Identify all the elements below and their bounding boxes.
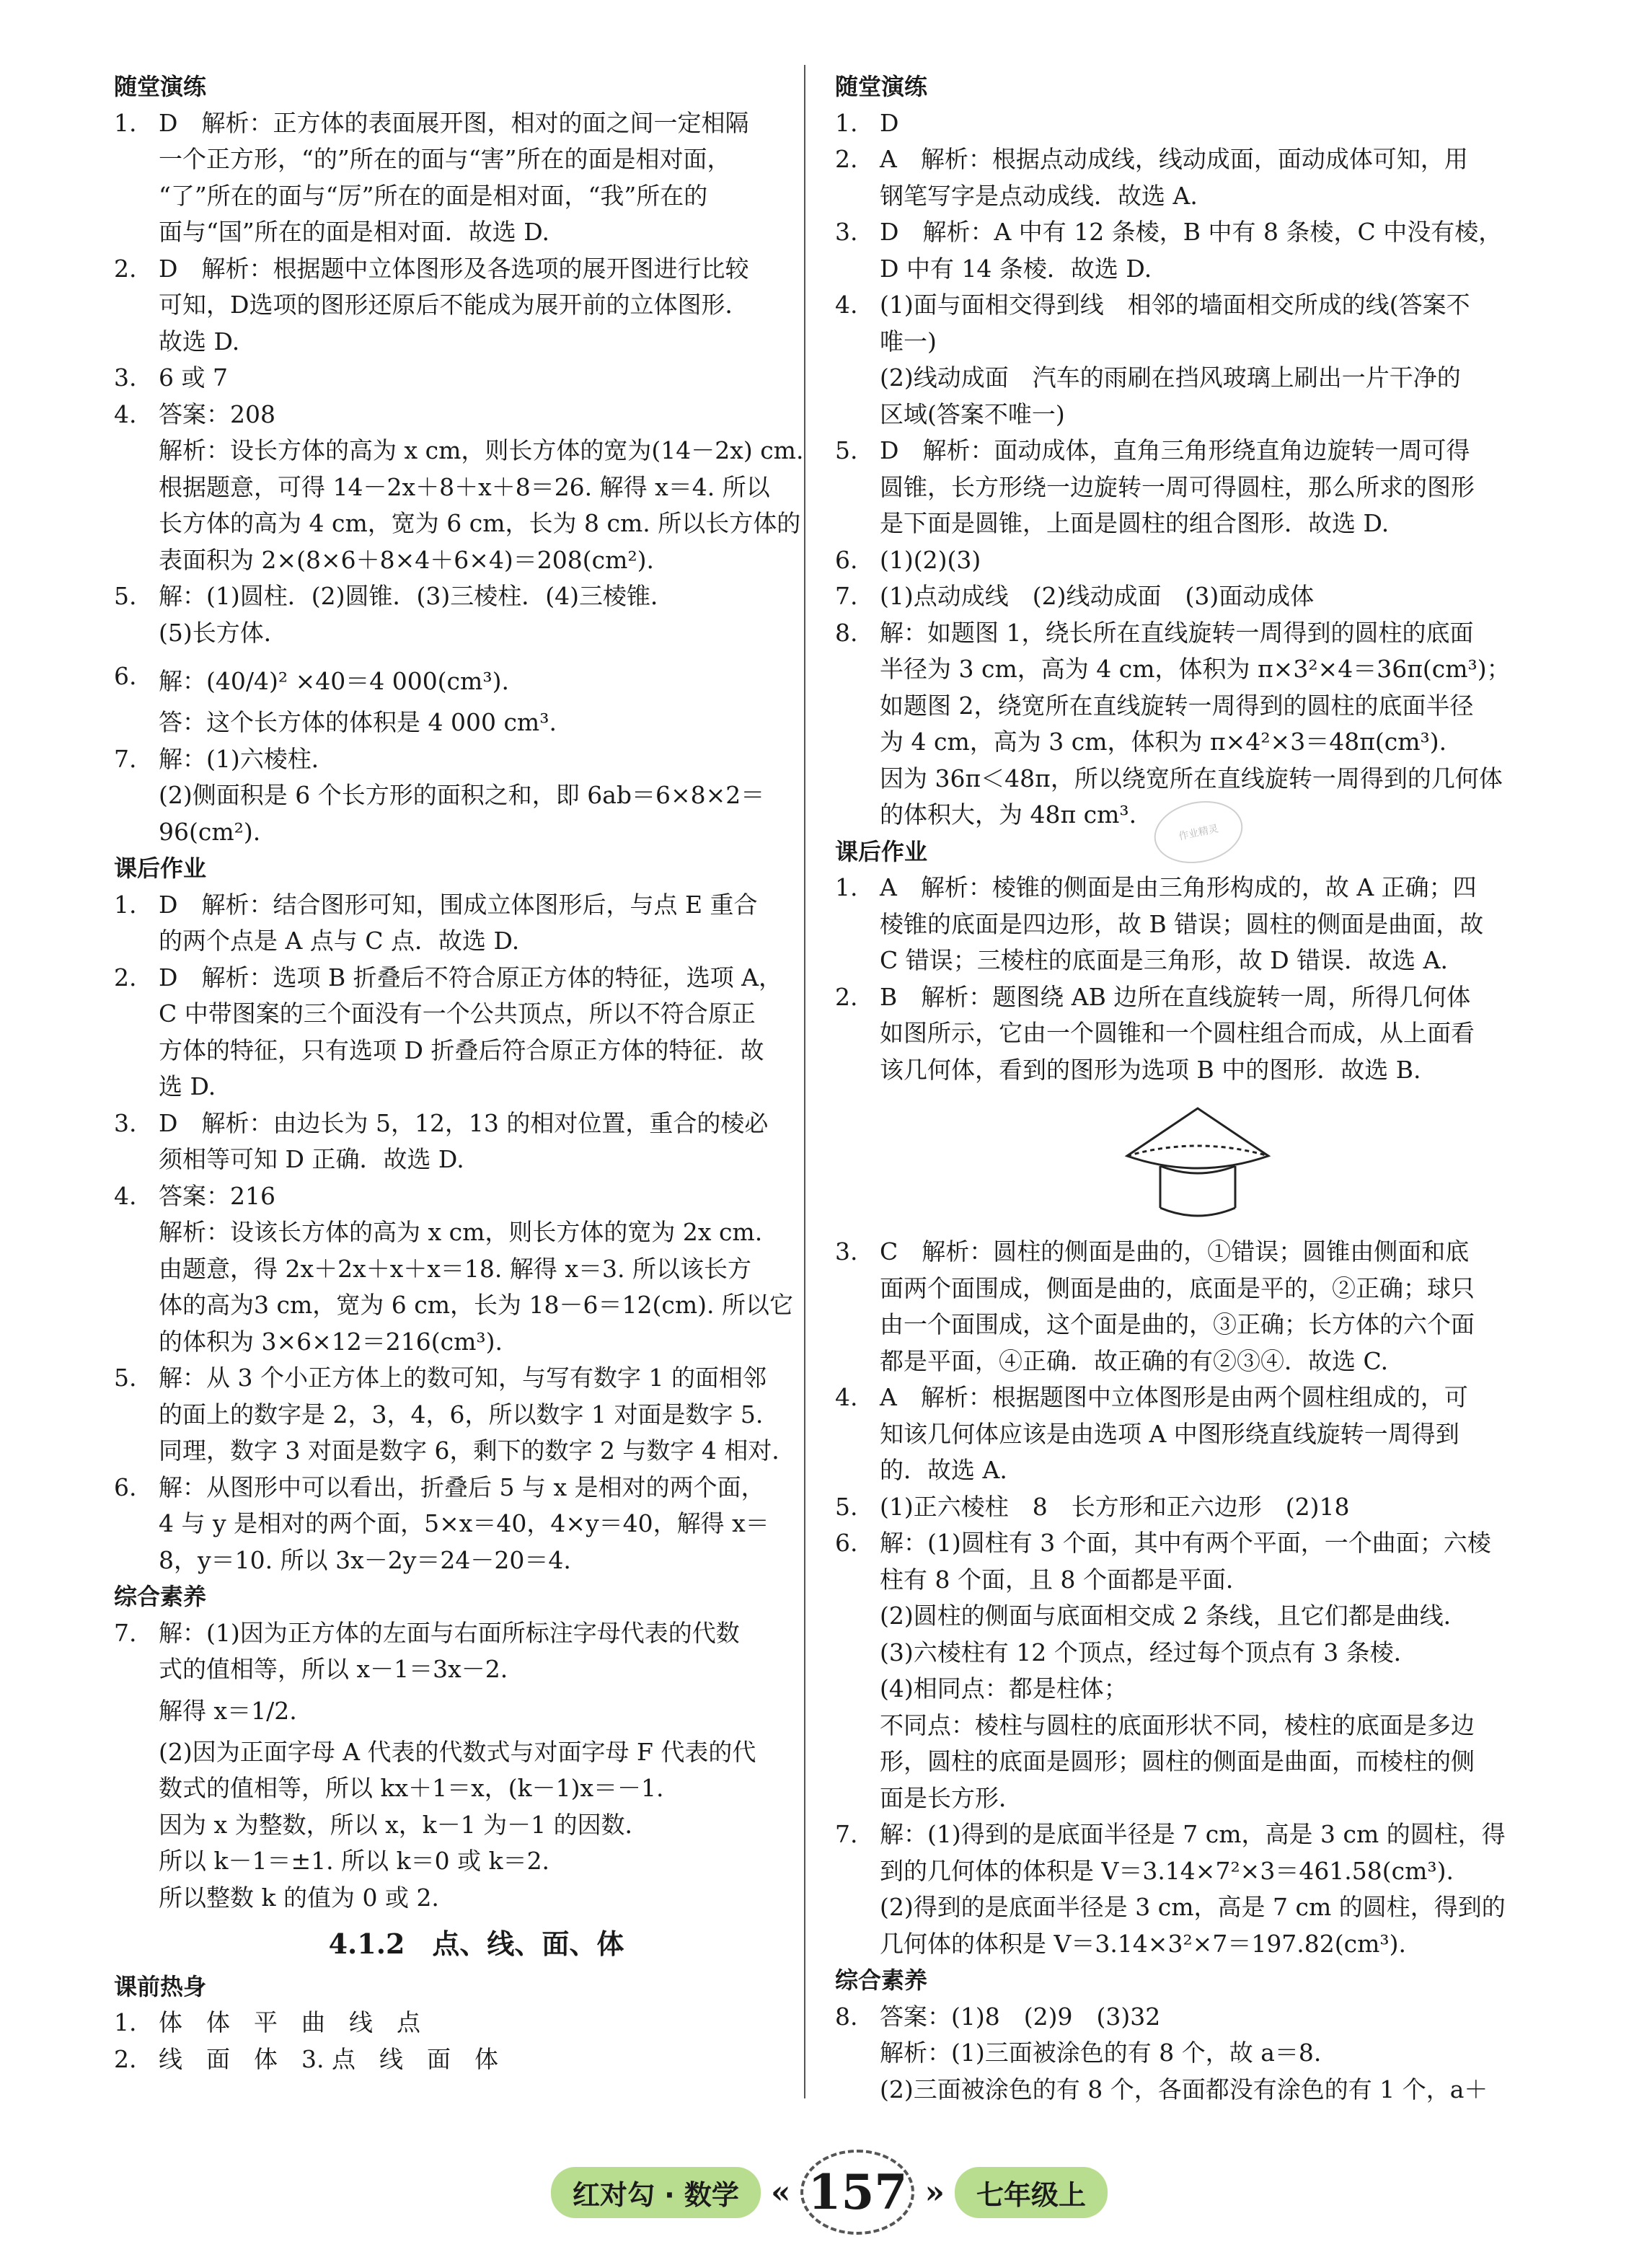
answer-line: 可知，D选项的图形还原后不能成为展开前的立体图形．	[159, 291, 749, 319]
answer-line: 须相等可知 D 正确．故选 D.	[159, 1145, 464, 1173]
answer-line: 表面积为 2×(8×6＋8×4＋6×4)＝208(cm²).	[159, 545, 655, 574]
item-number: 2.	[114, 963, 137, 992]
answer-line: 为 4 cm，高为 3 cm，体积为 π×4²×3＝48π(cm³).	[880, 728, 1447, 756]
answer-item	[114, 1178, 839, 1361]
answer-item	[835, 105, 1560, 142]
answer-item	[835, 1525, 1560, 1816]
item-number: 5.	[835, 1492, 858, 1521]
answer-item	[835, 615, 1560, 834]
answer-item	[114, 251, 839, 361]
section-heading: 随堂演练	[835, 73, 928, 100]
cone-on-cylinder-icon	[1118, 1100, 1277, 1229]
answer-line: 解析：(1)三面被涂色的有 8 个，故 a＝8.	[880, 2039, 1322, 2067]
answer-line: 如图所示，它由一个圆锥和一个圆柱组合而成，从上面看	[880, 1019, 1475, 1047]
answer-line: 钢笔写字是点动成线．故选 A.	[880, 181, 1198, 210]
item-number: 8.	[835, 618, 858, 647]
answer-line: (5)长方体．	[159, 618, 288, 647]
answer-line: 解：(1)得到的是底面半径是 7 cm，高是 3 cm 的圆柱，得	[880, 1820, 1506, 1848]
answer-line: 8，y＝10. 所以 3x－2y＝24－20＝4.	[159, 1545, 571, 1574]
book-brand: 红对勾 · 数学	[551, 2167, 761, 2218]
answer-line: C 中带图案的三个面没有一个公共顶点，所以不符合原正	[159, 999, 756, 1028]
item-number: 5.	[835, 436, 858, 464]
item-number: 3.	[114, 1108, 137, 1137]
answer-line: 解：(1)圆柱．(2)圆锥．(3)三棱柱．(4)三棱锥．	[159, 582, 674, 610]
section-heading: 课后作业	[835, 837, 928, 865]
answer-item	[114, 1360, 839, 1470]
item-number: 4.	[835, 1383, 858, 1411]
item-number: 2.	[114, 2044, 137, 2073]
answer-line: 唯一)	[880, 327, 937, 356]
answer-line: D 解析：根据题中立体图形及各选项的展开图进行比较	[159, 254, 749, 283]
section-heading: 综合素养	[835, 1966, 928, 1994]
answer-item	[114, 887, 839, 960]
item-number: 6.	[835, 1529, 858, 1557]
answer-item	[114, 578, 839, 651]
answer-line: B 解析：题图绕 AB 边所在直线旋转一周，所得几何体	[880, 982, 1471, 1011]
answer-line: 96(cm²).	[159, 817, 261, 846]
answer-line: 解析：设长方体的高为 x cm，则长方体的宽为(14－2x) cm.	[159, 436, 804, 464]
answer-line: 该几何体，看到的图形为选项 B 中的图形．故选 B.	[880, 1055, 1421, 1084]
answer-line: 解：(1)因为正方体的左面与右面所标注字母代表的代数	[159, 1618, 740, 1647]
answer-line: 长方体的高为 4 cm，宽为 6 cm，长为 8 cm. 所以长方体的	[159, 509, 801, 537]
answer-line: 方体的特征，只有选项 D 折叠后符合原正方体的特征．故	[159, 1036, 764, 1064]
answer-item	[114, 2005, 839, 2041]
answer-line: A 解析：根据点动成线，线动成面，面动成体可知，用	[880, 145, 1468, 173]
answer-line: D	[880, 108, 899, 137]
answer-line: 同理，数字 3 对面是数字 6，剩下的数字 2 与数字 4 相对．	[159, 1436, 796, 1465]
item-number: 6.	[114, 662, 137, 690]
answer-line: 答案：216	[159, 1181, 275, 1210]
answer-item	[114, 360, 839, 397]
answer-item	[835, 542, 1560, 579]
answer-line: (1)(2)(3)	[880, 545, 981, 574]
answer-line: D 解析：选项 B 折叠后不符合原正方体的特征，选项 A，	[159, 963, 783, 992]
answer-line: 数式的值相等，所以 kx＋1＝x，(k－1)x＝－1.	[159, 1774, 664, 1802]
answer-line: 的体积为 3×6×12＝216(cm³).	[159, 1327, 503, 1356]
answer-line: 棱锥的底面是四边形，故 B 错误；圆柱的侧面是曲面，故	[880, 909, 1484, 938]
watermark-stamp: 作业精灵	[1149, 793, 1249, 871]
answer-line: 到的几何体的体积是 V＝3.14×7²×3＝461.58(cm³).	[880, 1856, 1454, 1885]
item-number: 5.	[114, 1364, 137, 1392]
answer-line: C 错误；三棱柱的底面是三角形，故 D 错误．故选 A.	[880, 946, 1448, 974]
answer-line: 因为 36π＜48π，所以绕宽所在直线旋转一周得到的几何体	[880, 764, 1503, 792]
answer-line: D 解析：正方体的表面展开图，相对的面之间一定相隔	[159, 108, 749, 137]
answer-line: 体 体 平 曲 线 点	[159, 2008, 420, 2036]
answer-line: (2)因为正面字母 A 代表的代数式与对面字母 F 代表的代	[159, 1737, 756, 1766]
answer-line: 体的高为3 cm，宽为 6 cm，长为 18－6＝12(cm). 所以它	[159, 1291, 793, 1319]
answer-line: 区域(答案不唯一)	[880, 399, 1065, 428]
answer-line: 半径为 3 cm，高为 4 cm，体积为 π×3²×4＝36π(cm³)；	[880, 655, 1511, 683]
answer-item	[835, 1816, 1560, 1962]
answer-item	[835, 433, 1560, 542]
item-number: 1.	[835, 108, 858, 137]
answer-line: 是下面是圆锥，上面是圆柱的组合图形．故选 D.	[880, 509, 1390, 537]
item-number: 8.	[835, 2002, 858, 2031]
answer-line: 的．故选 A.	[880, 1456, 1007, 1484]
answer-line: 一个正方形，“的”所在的面与“害”所在的面是相对面，	[159, 145, 731, 173]
answer-line: 选 D.	[159, 1072, 216, 1100]
section-heading: 随堂演练	[114, 73, 207, 100]
answer-item	[114, 105, 839, 251]
answer-line: 知该几何体应该是由选项 A 中图形绕直线旋转一周得到	[880, 1419, 1459, 1448]
item-number: 3.	[114, 363, 137, 392]
answer-line: (2)圆柱的侧面与底面相交成 2 条线，且它们都是曲线．	[880, 1602, 1467, 1630]
answer-line: 柱有 8 个面，且 8 个面都是平面．	[880, 1565, 1250, 1594]
answer-line: D 解析：由边长为 5，12，13 的相对位置，重合的棱必	[159, 1108, 769, 1137]
item-number: 1.	[114, 108, 137, 137]
answer-item	[835, 214, 1560, 287]
answer-line: 所以 k－1＝±1. 所以 k＝0 或 k＝2.	[159, 1847, 550, 1875]
item-number: 4.	[835, 291, 858, 319]
answer-line: 解：(1)圆柱有 3 个面，其中有两个平面，一个曲面；六棱	[880, 1529, 1491, 1557]
answer-item	[114, 658, 839, 741]
answer-item	[835, 870, 1560, 979]
answer-line: 6 或 7	[159, 363, 228, 392]
answer-line: 线 面 体 3. 点 线 面 体	[159, 2044, 498, 2073]
item-number: 1.	[835, 873, 858, 901]
answer-line: (2)得到的是底面半径是 3 cm，高是 7 cm 的圆柱，得到的	[880, 1893, 1506, 1921]
answer-line: 答案：208	[159, 399, 275, 428]
answer-line: 因为 x 为整数，所以 x，k－1 为－1 的因数．	[159, 1810, 649, 1839]
item-number: 7.	[835, 1820, 858, 1848]
answer-item	[114, 960, 839, 1105]
answer-line: 面是长方形．	[880, 1783, 1022, 1812]
answer-line: A 解析：根据题图中立体图形是由两个圆柱组成的，可	[880, 1383, 1468, 1411]
answer-line: 的体积大，为 48π cm³.	[880, 800, 1137, 829]
answer-line: D 中有 14 条棱．故选 D.	[880, 254, 1152, 283]
answer-item	[835, 287, 1560, 433]
answer-line: 如题图 2，绕宽所在直线旋转一周得到的圆柱的底面半径	[880, 691, 1474, 720]
grade-label: 七年级上	[955, 2167, 1108, 2218]
answer-item	[114, 1105, 839, 1178]
item-number: 2.	[835, 982, 858, 1011]
answer-item	[114, 741, 839, 851]
answer-line: D 解析：A 中有 12 条棱，B 中有 8 条棱，C 中没有棱，	[880, 218, 1503, 246]
answer-line: 根据题意，可得 14－2x＋8＋x＋8＝26. 解得 x＝4. 所以	[159, 472, 770, 501]
answer-line: 解析：设该长方体的高为 x cm，则长方体的宽为 2x cm.	[159, 1218, 763, 1246]
answer-line: 几何体的体积是 V＝3.14×3²×7＝197.82(cm³).	[880, 1929, 1407, 1958]
answer-line: 形，圆柱的底面是圆形；圆柱的侧面是曲面，而棱柱的侧	[880, 1747, 1475, 1775]
section-heading: 课后作业	[114, 855, 207, 882]
answer-item	[114, 397, 839, 579]
answer-item	[835, 1999, 1560, 2109]
answer-line: 解：(40/4)² ×40＝4 000(cm³).	[159, 667, 509, 695]
answer-line: (3)六棱柱有 12 个顶点，经过每个顶点有 3 条棱．	[880, 1638, 1418, 1666]
answer-line: 的面上的数字是 2，3，4，6，所以数字 1 对面是数字 5.	[159, 1400, 764, 1429]
answer-line: D 解析：结合图形可知，围成立体图形后，与点 E 重合	[159, 890, 758, 919]
answer-item	[835, 141, 1560, 214]
answer-line: 都是平面，④正确．故正确的有②③④．故选 C.	[880, 1346, 1389, 1375]
answer-item	[835, 578, 1560, 615]
item-number: 7.	[114, 744, 137, 773]
answer-item	[835, 1489, 1560, 1526]
answer-line: 圆锥，长方形绕一边旋转一周可得圆柱，那么所求的图形	[880, 472, 1475, 501]
item-number: 2.	[114, 254, 137, 283]
answer-line: 解得 x＝1/2.	[159, 1696, 297, 1725]
answer-line: 面与“国”所在的面是相对面．故选 D.	[159, 218, 550, 246]
answer-line: 由题意，得 2x＋2x＋x＋x＝18. 解得 x＝3. 所以该长方	[159, 1254, 751, 1283]
answer-line: “了”所在的面与“厉”所在的面是相对面，“我”所在的	[159, 181, 708, 210]
item-number: 3.	[835, 1237, 858, 1266]
answer-line: (2)线动成面 汽车的雨刷在挡风玻璃上刷出一片干净的	[880, 363, 1461, 392]
answer-line: 答案：(1)8 (2)9 (3)32	[880, 2002, 1161, 2031]
answer-line: 解：(1)六棱柱．	[159, 744, 335, 773]
answer-line: 解：从图形中可以看出，折叠后 5 与 x 是相对的两个面，	[159, 1473, 765, 1501]
item-number: 7.	[114, 1618, 137, 1647]
item-number: 4.	[114, 399, 137, 428]
item-number: 1.	[114, 2008, 137, 2036]
item-number: 2.	[835, 145, 858, 173]
section-heading: 综合素养	[114, 1583, 207, 1610]
answer-line: 不同点：棱柱与圆柱的底面形状不同，棱柱的底面是多边	[880, 1710, 1475, 1739]
answer-line: 4 与 y 是相对的两个面，5×x＝40，4×y＝40，解得 x＝	[159, 1509, 769, 1537]
item-number: 1.	[114, 890, 137, 919]
section-heading: 课前热身	[114, 1972, 207, 2000]
item-number: 4.	[114, 1181, 137, 1210]
answer-line: 所以整数 k 的值为 0 或 2.	[159, 1883, 439, 1912]
answer-line: 面两个面围成，侧面是曲的，底面是平的，②正确；球只	[880, 1273, 1475, 1302]
answer-line: 由一个面围成，这个面是曲的，③正确；长方体的六个面	[880, 1310, 1475, 1338]
answer-item	[114, 2041, 839, 2078]
answer-line: (1)面与面相交得到线 相邻的墙面相交所成的线(答案不	[880, 291, 1470, 319]
item-number: 6.	[835, 545, 858, 574]
item-number: 6.	[114, 1473, 137, 1501]
answer-item	[835, 1379, 1560, 1489]
answer-line: C 解析：圆柱的侧面是曲的，①错误；圆锥由侧面和底	[880, 1237, 1470, 1266]
left-column	[114, 69, 839, 2078]
answer-line: (2)三面被涂色的有 8 个，各面都没有涂色的有 1 个，a＋	[880, 2075, 1488, 2103]
chevron-left-icon: «	[770, 2173, 791, 2211]
page-footer	[490, 2149, 1168, 2235]
answer-item	[835, 979, 1560, 1089]
answer-line: (4)相同点：都是柱体；	[880, 1674, 1128, 1703]
item-number: 5.	[114, 582, 137, 610]
answer-line: 式的值相等，所以 x－1＝3x－2.	[159, 1655, 508, 1683]
item-number: 7.	[835, 582, 858, 610]
cone-cylinder-figure	[835, 1100, 1560, 1229]
page-number: 157	[800, 2150, 914, 2235]
answer-line: 答：这个长方体的体积是 4 000 cm³.	[159, 708, 557, 736]
answer-line: 的两个点是 A 点与 C 点．故选 D.	[159, 927, 520, 955]
answer-item	[114, 1615, 839, 1917]
lesson-title: 4.1.2 点、线、面、体	[328, 1928, 624, 1960]
answer-item	[114, 1470, 839, 1579]
answer-item	[835, 1234, 1560, 1379]
answer-line: (1)点动成线 (2)线动成面 (3)面动成体	[880, 582, 1315, 610]
answer-line: 解：从 3 个小正方体上的数可知，与写有数字 1 的面相邻	[159, 1364, 767, 1392]
item-number: 3.	[835, 218, 858, 246]
answer-line: 故选 D.	[159, 327, 240, 356]
answer-line: (2)侧面积是 6 个长方形的面积之和，即 6ab＝6×8×2＝	[159, 781, 765, 809]
answer-line: 解：如题图 1，绕长所在直线旋转一周得到的圆柱的底面	[880, 618, 1474, 647]
answer-line: (1)正六棱柱 8 长方形和正六边形 (2)18	[880, 1492, 1350, 1521]
answer-line: A 解析：棱锥的侧面是由三角形构成的，故 A 正确；四	[880, 873, 1477, 901]
chevron-right-icon: »	[924, 2173, 945, 2211]
answer-line: D 解析：面动成体，直角三角形绕直角边旋转一周可得	[880, 436, 1470, 464]
right-column	[835, 69, 1560, 2108]
